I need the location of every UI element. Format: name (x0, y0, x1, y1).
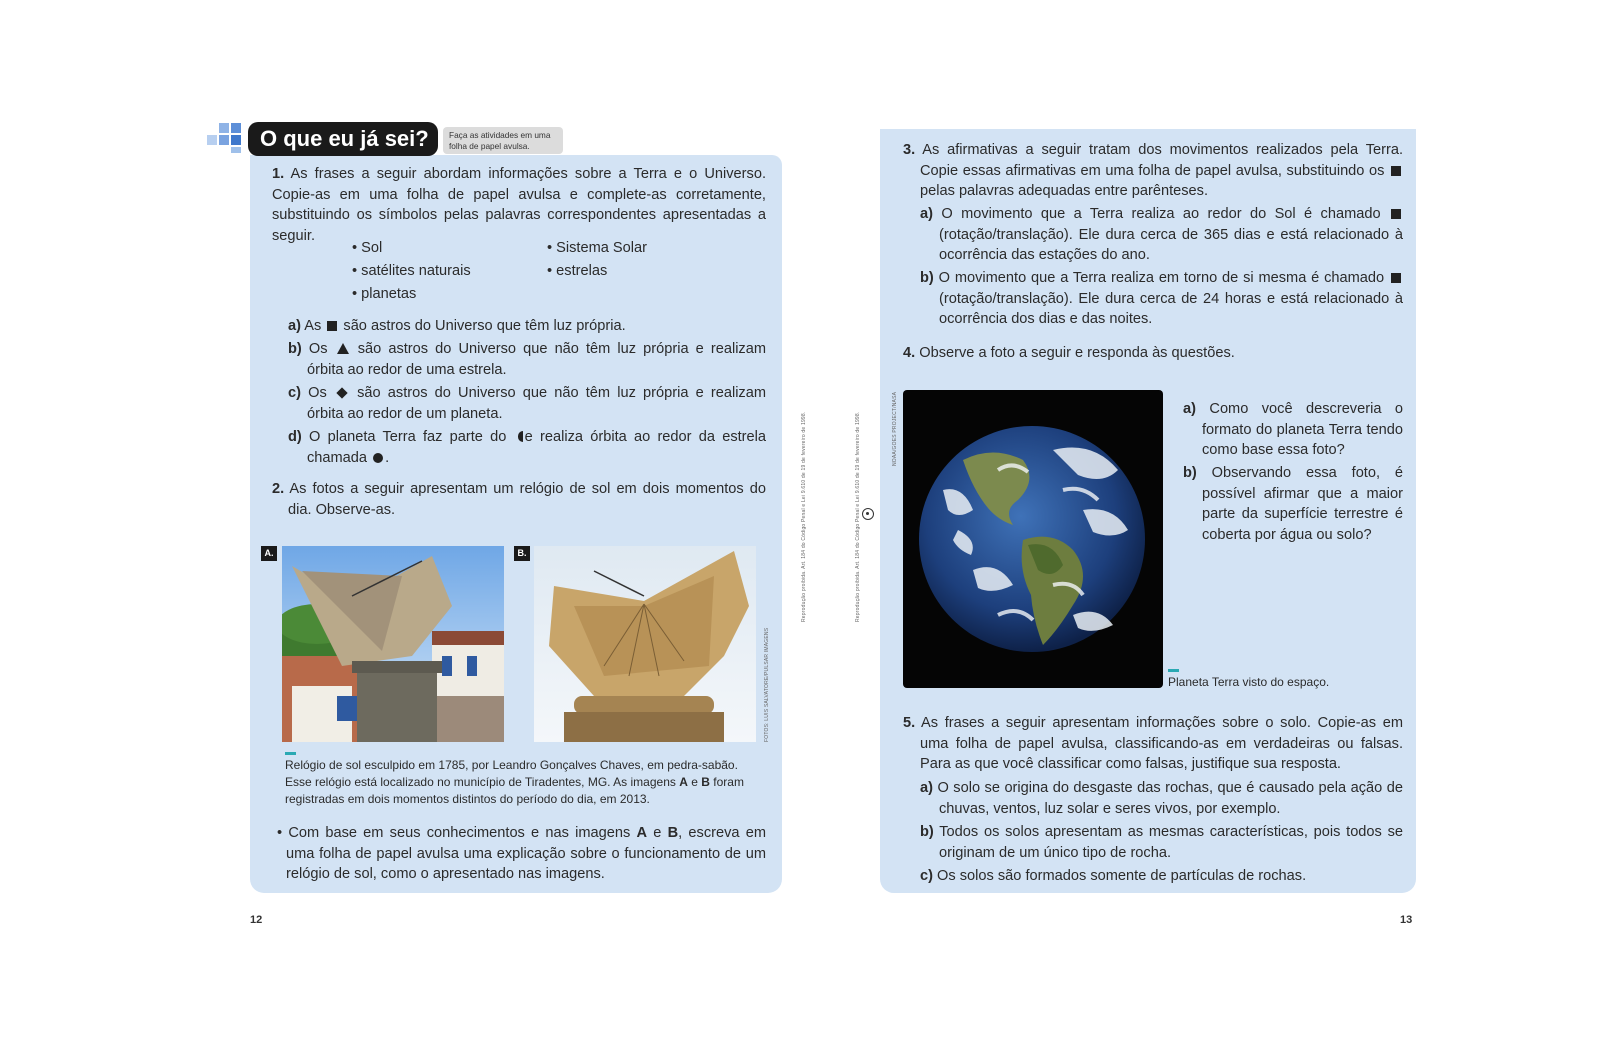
question-3-item-a: a) O movimento que a Terra realiza ao redor do Sol é chamado (rotação/translação). Ele dura cerca de 365 dias e está relacionado à ocorrência das estações do ano. (920, 206, 1403, 263)
question-5-item-b: b) Todos os solos apresentam as mesmas características, pois todos se originam de um único tipo de rocha. (920, 824, 1403, 861)
photo-credit-left: FOTOS: LUIS SALVATORE/PULSAR IMAGENS (764, 627, 770, 742)
question-4: 4. Observe a foto a seguir e responda às questões. (903, 345, 1235, 361)
page-title: O que eu já sei? (260, 126, 429, 151)
question-1-item-c: c) Os são astros do Universo que não têm luz própria e realizam órbita ao redor de um planeta. (288, 385, 767, 422)
square-symbol-icon (1391, 209, 1401, 219)
question-1-item-a: a) As são astros do Universo que têm luz própria. (288, 318, 626, 334)
sundial-photo-a (282, 546, 504, 742)
square-symbol-icon (1391, 166, 1401, 176)
diamond-symbol-icon (336, 387, 347, 398)
page-number-left: 12 (250, 914, 263, 926)
question-2-text: As fotos a seguir apresentam um relógio de sol em dois momentos do dia. Observe-as. (288, 481, 766, 518)
sundial-caption: Relógio de sol esculpido em 1785, por Leandro Gonçalves Chaves, em pedra-sabão. Esse relógio está localizado no município de Tiradentes, MG. As imagens A e B foram registradas em dois momentos distintos do período do dia, em 2013. (285, 758, 744, 806)
caption-marker (1168, 669, 1179, 672)
question-3: 3. As afirmativas a seguir tratam dos movimentos realizados pela Terra. Copie essas afirmativas em uma folha de papel avulsa, substituindo os pelas palavras adequadas entre parênteses. (903, 142, 1403, 199)
earth-caption: Planeta Terra visto do espaço. (1168, 675, 1330, 689)
sundial-photo-b (534, 546, 756, 742)
question-5: 5. As frases a seguir apresentam informações sobre o solo. Copie-as em uma folha de papel avulsa, classificando-as em verdadeiras ou falsas. Para as que você classificar como falsas, justifique sua resposta. (903, 715, 1403, 772)
word-item: • planetas (352, 286, 417, 302)
earth-photo (903, 390, 1163, 688)
word-list (352, 238, 672, 308)
word-item: • Sol (352, 240, 383, 256)
section-header (248, 122, 438, 156)
page-number-right: 13 (1400, 914, 1413, 926)
question-3-item-b: b) O movimento que a Terra realiza em torno de si mesma é chamado (rotação/translação). Ele dura cerca de 24 horas e está relacionado à ocorrência dos dias e das noites. (920, 270, 1403, 327)
word-item: • satélites naturais (352, 263, 471, 279)
circle-symbol-icon (373, 453, 383, 463)
photo-b-label: B. (514, 546, 530, 561)
triangle-symbol-icon (337, 343, 349, 354)
question-2-bullet: • Com base em seus conhecimentos e nas imagens A e B, escreva em uma folha de papel avulsa uma explicação sobre o funcionamento de um relógio de sol, como o apresentado nas imagens. (277, 825, 766, 882)
word-item: • Sistema Solar (547, 240, 648, 256)
question-5-item-a: a) O solo se origina do desgaste das rochas, que é causado pela ação de chuvas, ventos, luz solar e seres vivos, por exemplo. (920, 780, 1403, 817)
square-symbol-icon (327, 321, 337, 331)
question-1-text: As frases a seguir abordam informações sobre a Terra e o Universo. Copie-as em uma folha de papel avulsa e complete-as corretamente, substituindo os símbolos pelas palavras correspondentes apresentadas a seguir. (272, 166, 767, 244)
legal-note-right: Reprodução proibida. Art. 184 do Código Penal e Lei 9.610 de 19 de fevereiro de 1998. (855, 411, 861, 622)
photo-a-label: A. (261, 546, 277, 561)
question-4-item-b: b) Observando essa foto, é possível afirmar que a maior parte da superfície terrestre é coberta por água ou solo? (1183, 465, 1403, 543)
caption-marker (285, 752, 296, 755)
question-1-item-b: b) Os são astros do Universo que não têm luz própria e realizam órbita ao redor de uma estrela. (288, 341, 767, 378)
header-note: Faça as atividades em uma folha de papel avulsa. (449, 130, 551, 151)
crosshair-icon (862, 508, 874, 520)
half-circle-symbol-icon (518, 431, 523, 442)
header-note-box (443, 127, 563, 154)
word-item: • estrelas (547, 263, 608, 279)
photo-credit-right: NOAA/GOES PROJECT/NASA (892, 391, 898, 466)
question-1: 1. As frases a seguir abordam informações sobre a Terra e o Universo. Copie-as em uma folha de papel avulsa e complete-as corretamente, substituindo os símbolos pelas palavras correspondentes apresentadas a seguir. (272, 166, 767, 244)
question-4-item-a: a) Como você descreveria o formato do planeta Terra tendo como base essa foto? (1183, 401, 1403, 458)
legal-note-left: Reprodução proibida. Art. 184 do Código Penal e Lei 9.610 de 19 de fevereiro de 1998. (801, 411, 807, 622)
question-5-item-c: c) Os solos são formados somente de partículas de rochas. (920, 868, 1307, 884)
question-1-item-d: d) O planeta Terra faz parte do e realiza órbita ao redor da estrela chamada . (288, 429, 767, 466)
square-symbol-icon (1391, 273, 1401, 283)
question-2: 2. As fotos a seguir apresentam um relógio de sol em dois momentos do dia. Observe-as. (272, 481, 766, 518)
